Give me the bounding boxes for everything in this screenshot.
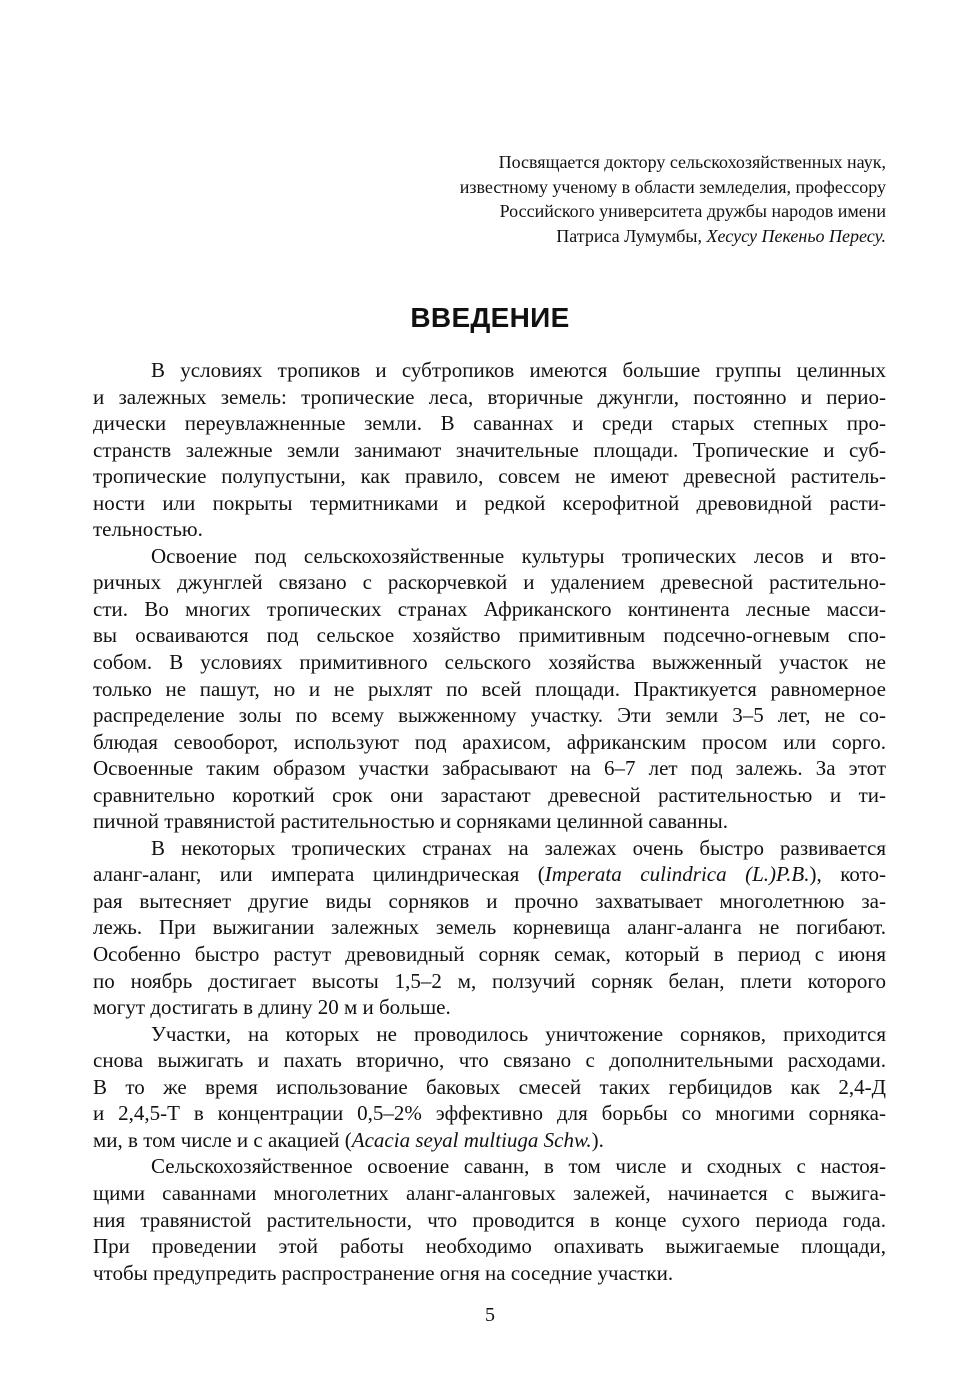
text-segment: Освоение под сельскохозяйственные культуры тропических лесов и вто-	[151, 543, 886, 568]
text-segment: тельностью.	[93, 517, 203, 542]
dedication-prefix: Патриса Лумумбы,	[556, 225, 707, 246]
paragraph	[93, 1153, 886, 1286]
text-line	[93, 1233, 886, 1260]
text-line	[93, 463, 886, 490]
text-segment: собом. В условиях примитивного сельского хозяйства выжженный участок не	[93, 650, 886, 675]
dedication-line: Российского университета дружбы народов имени	[499, 201, 886, 221]
text-segment: только не пашут, но и не рыхлят по всей площади. Практикуется равномерное	[93, 676, 886, 701]
text-line	[93, 968, 886, 995]
text-line	[93, 569, 886, 596]
text-line	[93, 1207, 886, 1234]
text-segment: рая вытесняет другие виды сорняков и прочно захватывает многолетнюю за-	[93, 888, 886, 913]
text-segment: ми, в том числе и с акацией (	[93, 1127, 352, 1152]
dedication	[460, 150, 886, 248]
dedication-line: Посвящается доктору сельскохозяйственных наук,	[498, 152, 886, 172]
text-line	[93, 888, 886, 915]
text-segment: сти. Во многих тропических странах Африканского континента лесные масси-	[93, 596, 886, 621]
text-segment: чтобы предупредить распространение огня на соседние участки.	[93, 1260, 674, 1285]
text-segment: В то же время использование баковых смесей таких гербицидов как 2,4-Д	[93, 1074, 886, 1099]
text-segment: снова выжигать и пахать вторично, что связано с дополнительными расходами.	[93, 1048, 886, 1073]
text-segment: ния травянистой растительности, что проводится в конце сухого периода года.	[93, 1207, 886, 1232]
dedication-line	[460, 224, 886, 249]
text-line	[93, 835, 886, 862]
text-line	[93, 861, 886, 888]
body-text	[93, 357, 886, 1286]
text-segment: ности или покрыты термитниками и редкой ксерофитной древовидной расти-	[93, 490, 886, 515]
paragraph	[93, 1021, 886, 1154]
text-line	[93, 543, 886, 570]
text-line	[93, 410, 886, 437]
paragraph	[93, 543, 886, 835]
text-segment: дически переувлажненные земли. В саваннах и среди старых степных про-	[93, 411, 886, 436]
text-line	[93, 516, 886, 543]
text-line	[93, 649, 886, 676]
text-segment: распределение золы по всему выжженному участку. Эти земли 3–5 лет, не со-	[93, 703, 886, 728]
text-segment: пичной травянистой растительностью и сорняками целинной саванны.	[93, 809, 729, 834]
text-segment: Участки, на которых не проводилось уничтожение сорняков, приходится	[151, 1021, 886, 1046]
text-line	[93, 729, 886, 756]
text-line	[93, 622, 886, 649]
text-line	[93, 384, 886, 411]
text-line	[93, 357, 886, 384]
text-line	[93, 914, 886, 941]
text-line	[93, 490, 886, 517]
paragraph	[93, 357, 886, 543]
text-segment: Освоенные таким образом участки забрасывают на 6–7 лет под залежь. За этот	[93, 756, 886, 781]
text-line	[93, 808, 886, 835]
page-number: 5	[485, 1304, 495, 1326]
dedication-honoree: Хесусу Пекеньо Пересу.	[706, 225, 886, 246]
text-line	[93, 1180, 886, 1207]
text-segment: и залежных земель: тропические леса, вторичные джунгли, постоянно и перио-	[93, 384, 886, 409]
text-segment: Особенно быстро растут древовидный сорняк семак, который в период с июня	[93, 942, 886, 967]
text-line	[93, 676, 886, 703]
text-segment: В условиях тропиков и субтропиков имеются большие группы целинных	[151, 358, 886, 382]
chapter-title: ВВЕДЕНИЕ	[410, 302, 570, 333]
text-segment: ричных джунглей связано с раскорчевкой и удалением древесной растительно-	[93, 570, 886, 595]
text-line	[93, 1074, 886, 1101]
text-line	[93, 437, 886, 464]
text-segment: аланг-аланг, или императа цилиндрическая (	[93, 862, 545, 887]
italic-latin-name: Acacia seyal multiuga Schw.	[351, 1127, 592, 1152]
text-line	[93, 1100, 886, 1127]
text-segment: В некоторых тропических странах на залежах очень быстро развивается	[151, 835, 886, 860]
dedication-line: известному ученому в области земледелия, профессору	[459, 176, 886, 197]
text-line	[93, 1260, 886, 1287]
text-segment: блюдая севооборот, используют под арахисом, африканским просом или сорго.	[93, 729, 886, 754]
text-line	[93, 1127, 886, 1154]
text-segment: сравнительно короткий срок они зарастают древесной растительностью и ти-	[93, 782, 886, 807]
text-line	[93, 782, 886, 809]
text-segment: щими саваннами многолетних аланг-аланговых залежей, начинается с выжига-	[93, 1180, 886, 1205]
text-segment: ), кото-	[809, 862, 887, 887]
text-segment: ).	[591, 1127, 604, 1152]
text-segment: странств залежные земли занимают значительные площади. Тропические и суб-	[93, 437, 886, 462]
text-segment: могут достигать в длину 20 м и больше.	[93, 995, 451, 1020]
text-segment: и 2,4,5-Т в концентрации 0,5–2% эффективно для борьбы со многими сорняка-	[93, 1101, 886, 1126]
text-line	[93, 702, 886, 729]
text-line	[93, 755, 886, 782]
text-segment: лежь. При выжигании залежных земель корневища аланг-аланга не погибают.	[93, 915, 886, 940]
paragraph	[93, 835, 886, 1021]
text-segment: тропические полупустыни, как правило, совсем не имеют древесной раститель-	[93, 464, 886, 489]
text-line	[93, 994, 886, 1021]
text-line	[93, 1047, 886, 1074]
text-line	[93, 1021, 886, 1048]
text-segment: вы осваиваются под сельское хозяйство примитивным подсечно-огневым спо-	[93, 623, 886, 648]
text-line	[93, 941, 886, 968]
text-segment: При проведении этой работы необходимо опахивать выжигаемые площади,	[93, 1234, 886, 1259]
text-segment: по ноябрь достигает высоты 1,5–2 м, ползучий сорняк белан, плети которого	[93, 968, 886, 993]
text-segment: Сельскохозяйственное освоение саванн, в том числе и сходных с настоя-	[151, 1154, 886, 1179]
text-line	[93, 1153, 886, 1180]
italic-latin-name: Imperata culindrica (L.)P.B.	[544, 862, 810, 887]
text-line	[93, 596, 886, 623]
